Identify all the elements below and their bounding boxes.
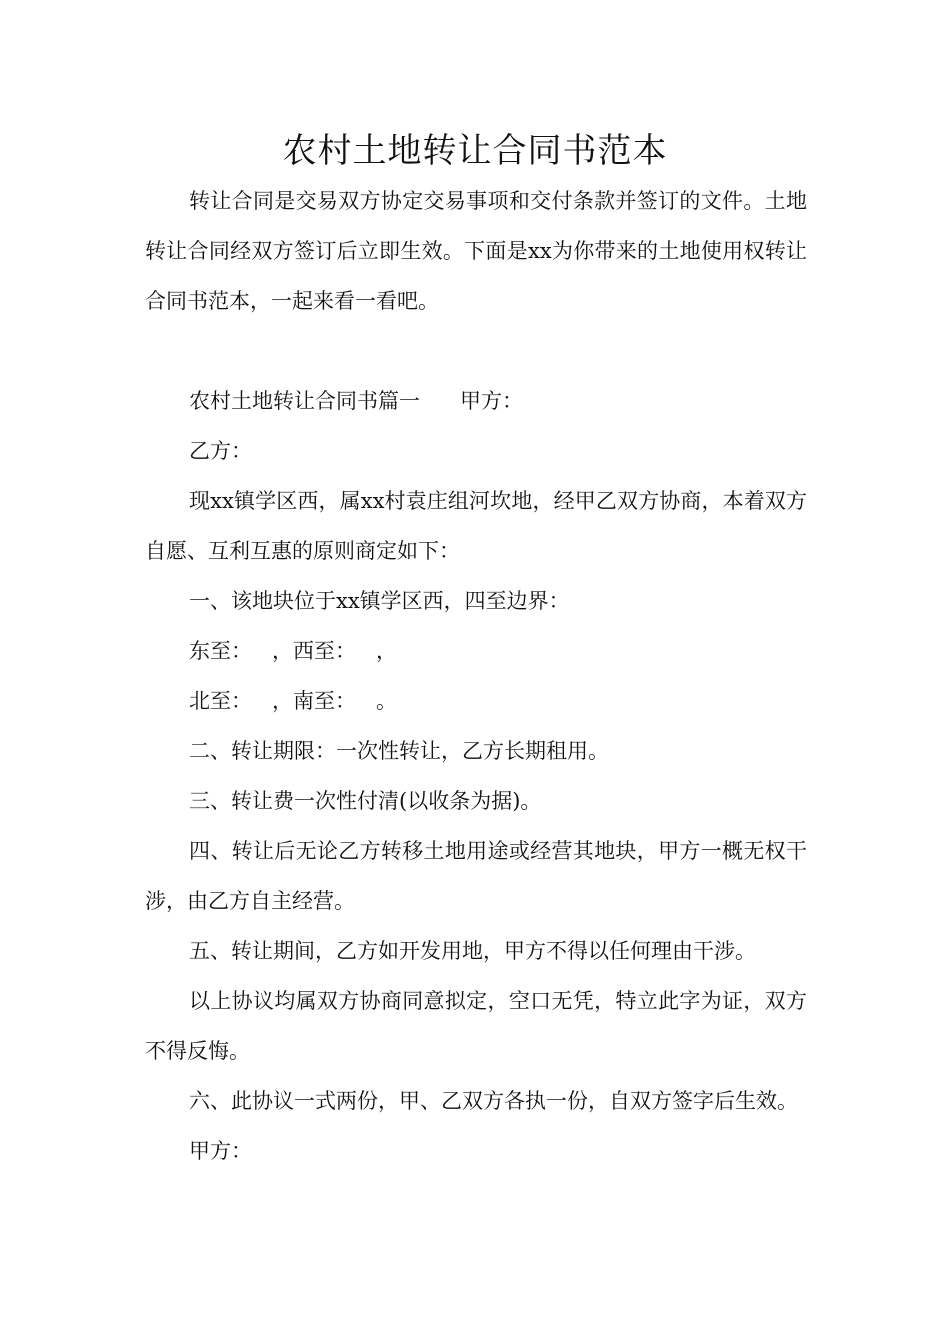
party-b-label: 乙方： [189, 439, 252, 463]
clause-4-usage: 四、转让后无论乙方转移土地用途或经营其地块，甲方一概无权干涉，由乙方自主经营。 [145, 839, 807, 913]
blank-line [145, 326, 807, 376]
document-body [145, 176, 807, 1176]
signature-party-a: 甲方： [189, 1139, 252, 1163]
agreement-statement: 以上协议均属双方协商同意拟定，空口无凭，特立此字为证，双方不得反悔。 [145, 989, 807, 1063]
intro-paragraph: 转让合同是交易双方协定交易事项和交付条款并签订的文件。土地转让合同经双方签订后立即生效。下面是xx为你带来的土地使用权转让合同书范本，一起来看一看吧。 [145, 189, 807, 313]
section-heading: 农村土地转让合同书篇一 [189, 389, 420, 413]
agreement-paragraph-preamble: 现xx镇学区西，属xx村袁庄组河坎地，经甲乙双方协商，本着双方自愿、互利互惠的原则商定如下： [145, 489, 807, 563]
document-title: 农村土地转让合同书范本 [282, 131, 668, 171]
clause-2-term: 二、转让期限：一次性转让，乙方长期租用。 [189, 739, 609, 763]
clause-3-fee: 三、转让费一次性付清(以收条为据)。 [189, 789, 542, 813]
party-a-label: 甲方： [460, 389, 523, 413]
clause-5-development: 五、转让期间，乙方如开发用地，甲方不得以任何理由干涉。 [189, 939, 756, 963]
clause-6-copies: 六、此协议一式两份，甲、乙双方各执一份，自双方签字后生效。 [189, 1089, 798, 1113]
clause-1-location: 一、该地块位于xx镇学区西，四至边界： [189, 589, 570, 613]
section-heading-line [145, 376, 807, 426]
clause-1-north-south: 北至： ，南至： 。 [189, 689, 398, 713]
clause-1-east-west: 东至： ，西至： ， [189, 639, 398, 663]
